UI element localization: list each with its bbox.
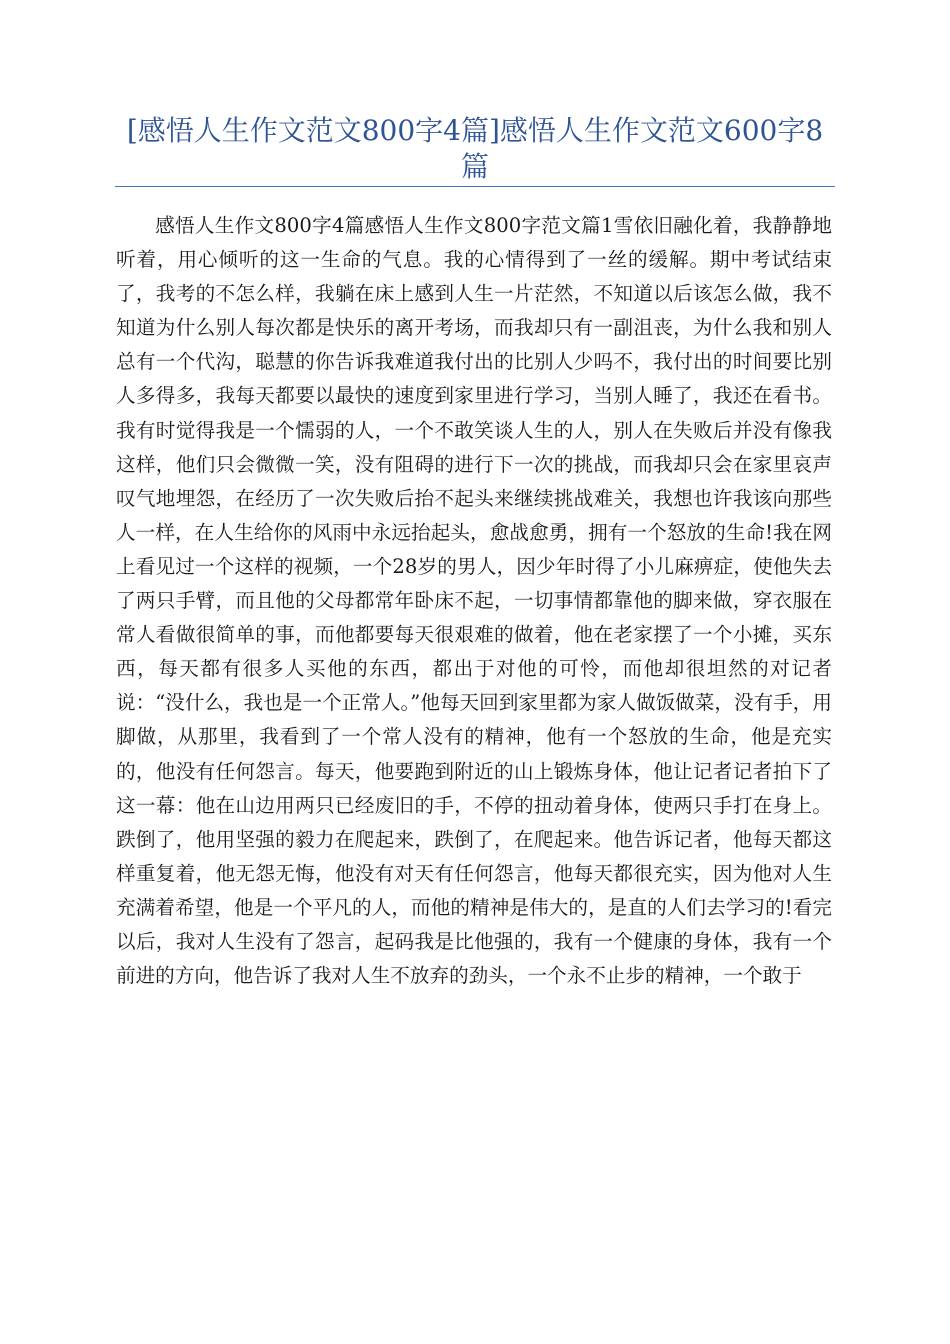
document-title: [感悟人生作文范文800字4篇]感悟人生作文范文600字8篇	[126, 114, 824, 183]
body-paragraph: 感悟人生作文800字4篇感悟人生作文800字范文篇1雪依旧融化着，我静静地听着，用心倾听的这一生命的气息。我的心情得到了一丝的缓解。期中考试结束了，我考的不怎么样，我躺在床上感到人生一片茫然，不知道以后该怎么做，我不知道为什么别人每次都是快乐的离开考场，而我却只有一副沮丧，为什么我和别人总有一个代沟，聪慧的你告诉我难道我付出的比别人少吗不，我付出的时间要比别人多得多，我每天都要以最快的速度到家里进行学习，当别人睡了，我还在看书。我有时觉得我是一个懦弱的人，一个不敢笑谈人生的人，别人在失败后并没有像我这样，他们只会微微一笑，没有阻碍的进行下一次的挑战，而我却只会在家里哀声叹气地埋怨，在经历了一次失败后抬不起头来继续挑战难关，我想也许我该向那些人一样，在人生给你的风雨中永远抬起头，愈战愈勇，拥有一个怒放的生命!我在网上看见过一个这样的视频，一个28岁的男人，因少年时得了小儿麻痹症，使他失去了两只手臂，而且他的父母都常年卧床不起，一切事情都靠他的脚来做，穿衣服在常人看做很简单的事，而他都要每天很艰难的做着，他在老家摆了一个小摊，买东西，每天都有很多人买他的东西，都出于对他的可怜，而他却很坦然的对记者说：“没什么，我也是一个正常人。”他每天回到家里都为家人做饭做菜，没有手，用脚做，从那里，我看到了一个常人没有的精神，他有一个怒放的生命，他是充实的，他没有任何怨言。每天，他要跑到附近的山上锻炼身体，他让记者记者拍下了这一幕：他在山边用两只已经废旧的手，不停的扭动着身体，使两只手打在身上。跌倒了，他用坚强的毅力在爬起来，跌倒了，在爬起来。他告诉记者，他每天都这样重复着，他无怨无悔，他没有对天有任何怨言，他每天都很充实，因为他对人生充满着希望，他是一个平凡的人，而他的精神是伟大的，是直的人们去学习的!看完以后，我对人生没有了怨言，起码我是比他强的，我有一个健康的身体，我有一个前进的方向，他告诉了我对人生不放弃的劲头，一个永不止步的精神，一个敢于	[116, 214, 832, 988]
title-underline-divider	[115, 186, 835, 187]
